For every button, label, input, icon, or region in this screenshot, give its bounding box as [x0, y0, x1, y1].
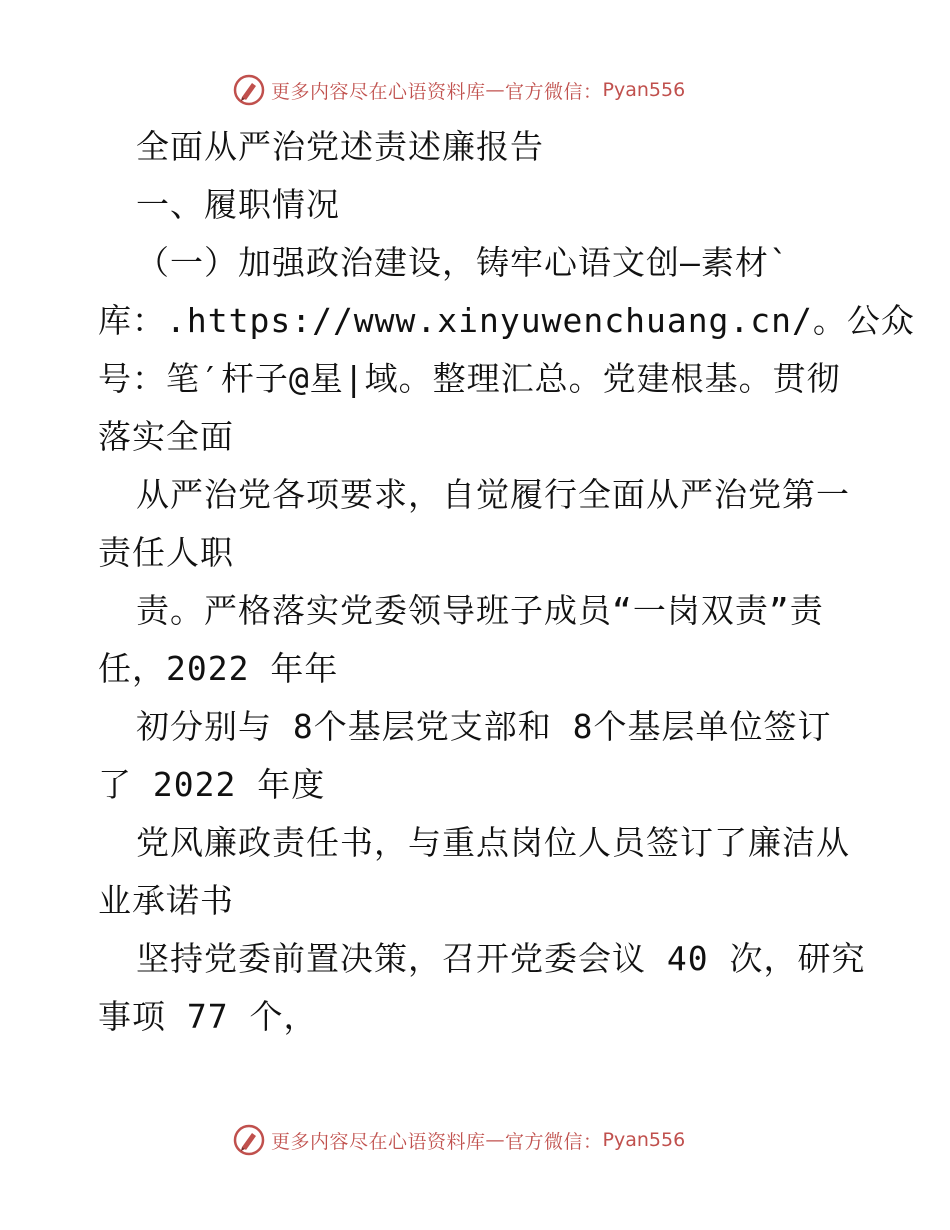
paragraph-line: 坚持党委前置决策，召开党委会议 40 次，研究 [136, 939, 866, 978]
paragraph-line: 党风廉政责任书，与重点岗位人员签订了廉洁从 [136, 823, 850, 862]
document-title: 全面从严治党述责述廉报告 [136, 127, 544, 166]
watermark-site-text: 更多内容尽在心语资料库 [271, 80, 486, 103]
paragraph-line: 责任人职 [98, 533, 234, 572]
paragraph-line: 了 2022 年度 [98, 765, 326, 804]
watermark-wechat-id: Pyan556 [602, 79, 686, 101]
pen-logo-icon [233, 74, 265, 106]
paragraph-line: 号：笔′杆子@星|域。整理汇总。党建根基。贯彻 [98, 359, 841, 398]
paragraph-line: 落实全面 [98, 417, 234, 456]
watermark-site-text: 更多内容尽在心语资料库 [271, 1130, 486, 1153]
watermark-wechat-label: 官方微信： [505, 1130, 603, 1153]
watermark-dash: — [485, 79, 506, 101]
watermark-footer [233, 1122, 685, 1158]
watermark-header [233, 72, 685, 108]
document-body [98, 118, 915, 1046]
paragraph-line: 事项 77 个， [98, 997, 318, 1036]
paragraph-line: 从严治党各项要求，自觉履行全面从严治党第一 [136, 475, 850, 514]
paragraph-line: 库：.https://www.xinyuwenchuang.cn/。公众 [98, 301, 915, 340]
watermark-wechat-id: Pyan556 [602, 1129, 686, 1151]
watermark-wechat-label: 官方微信： [505, 80, 603, 103]
paragraph-line: 责。严格落实党委领导班子成员“一岗双责”责 [136, 591, 824, 630]
watermark-dash: — [485, 1129, 506, 1151]
paragraph-line: 初分别与 8个基层党支部和 8个基层单位签订 [136, 707, 832, 746]
paragraph-line: 业承诺书 [98, 881, 234, 920]
paragraph-line: 任，2022 年年 [98, 649, 339, 688]
pen-logo-icon [233, 1124, 265, 1156]
paragraph-line: （一）加强政治建设，铸牢心语文创—素材` [136, 243, 790, 282]
section-heading: 一、履职情况 [136, 185, 340, 224]
